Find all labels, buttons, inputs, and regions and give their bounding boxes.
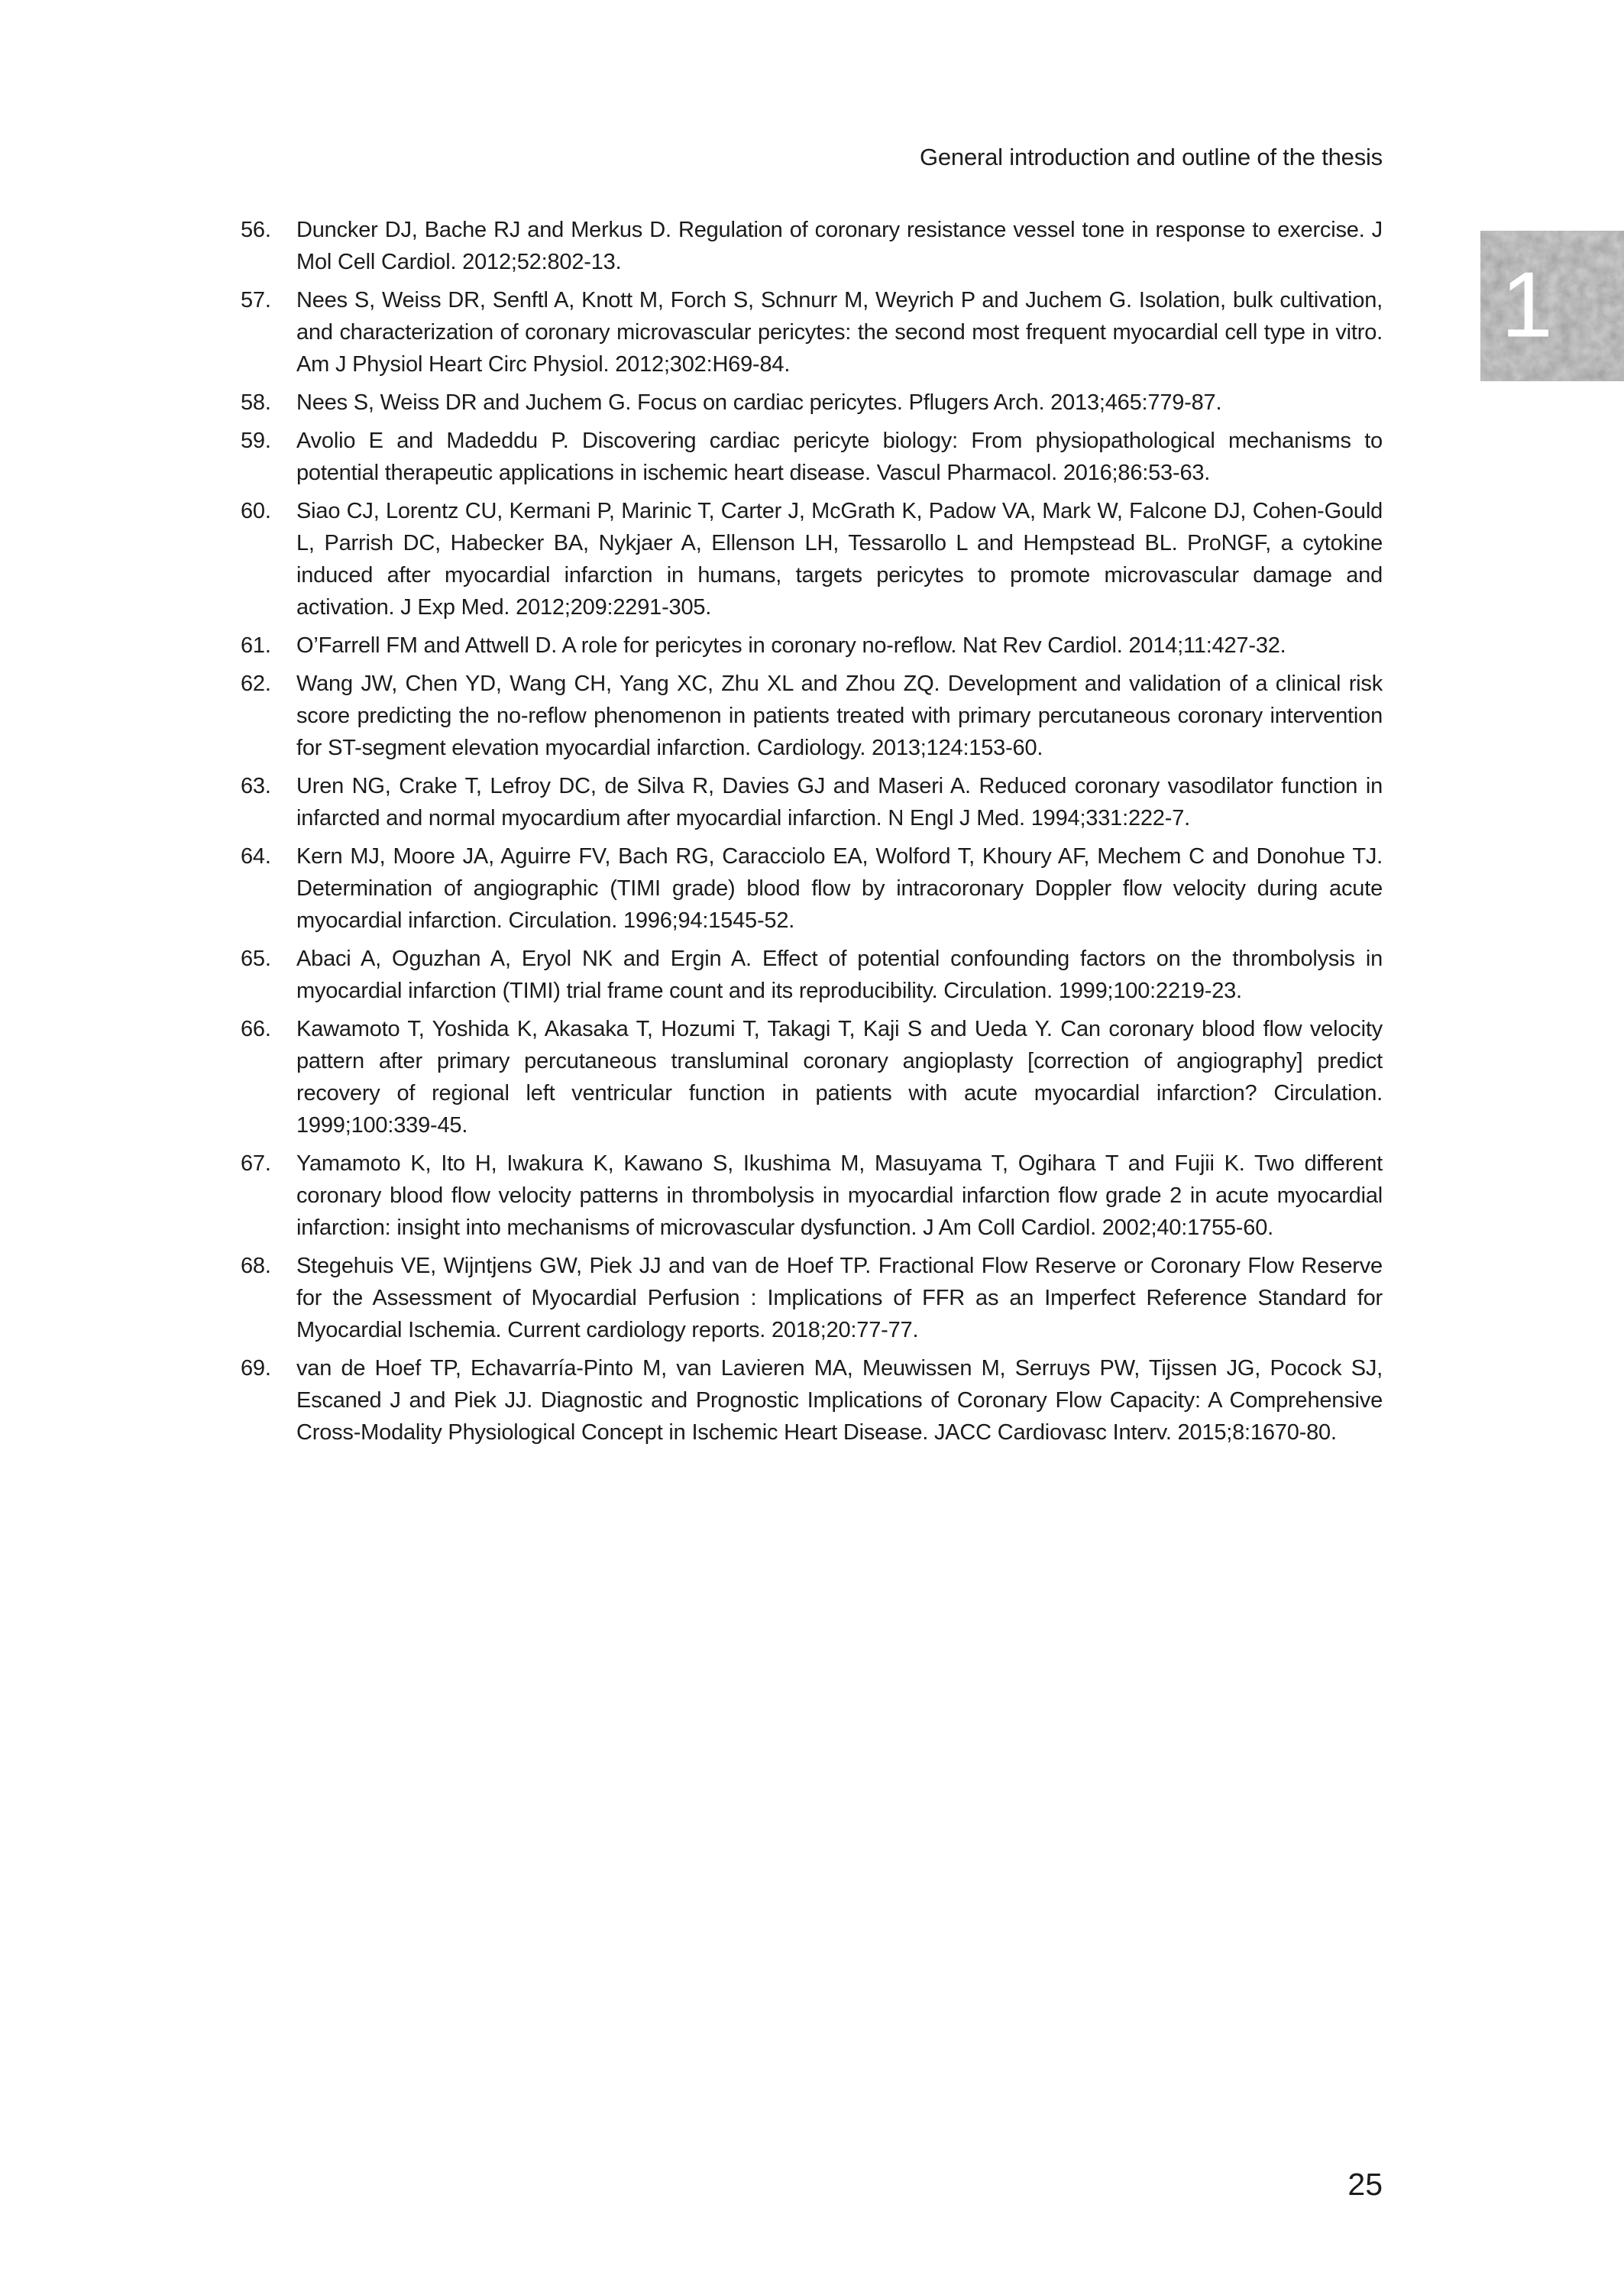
reference-item — [241, 630, 1383, 662]
reference-text: Yamamoto K, Ito H, Iwakura K, Kawano S, Ikushima M, Masuyama T, Ogihara T and Fujii K. Two different coronary blood flow velocity patterns in thrombolysis in myocardial infarction flow grade 2 in acute myocardial infarction: insight into mechanisms of microvascular dysfunction. J Am Coll Cardiol. 2002;40:1755-60. — [296, 1151, 1383, 1240]
reference-text: O’Farrell FM and Attwell D. A role for pericytes in coronary no-reflow. Nat Rev Cardiol. 2014;11:427-32. — [296, 633, 1286, 658]
reference-item — [241, 840, 1383, 937]
reference-number: 57. — [241, 288, 271, 312]
reference-number: 66. — [241, 1017, 271, 1041]
reference-text: Siao CJ, Lorentz CU, Kermani P, Marinic T, Carter J, McGrath K, Padow VA, Mark W, Falcone DJ, Cohen-Gould L, Parrish DC, Habecker BA, Nykjaer A, Ellenson LH, Tessarollo L and Hempstead BL. ProNGF, a cytokine induced after myocardial infarction in humans, targets pericytes to promote microvascular damage and activation. J Exp Med. 2012;209:2291-305. — [296, 499, 1383, 620]
reference-number: 58. — [241, 390, 271, 415]
reference-number: 61. — [241, 633, 271, 658]
reference-item — [241, 943, 1383, 1007]
reference-number: 65. — [241, 947, 271, 971]
reference-text: Uren NG, Crake T, Lefroy DC, de Silva R, Davies GJ and Maseri A. Reduced coronary vasodilator function in infarcted and normal myocardium after myocardial infarction. N Engl J Med. 1994;331:222-7. — [296, 774, 1383, 830]
reference-item — [241, 1013, 1383, 1141]
reference-number: 59. — [241, 429, 271, 453]
page-number: 25 — [1347, 2167, 1383, 2202]
reference-item — [241, 1148, 1383, 1244]
reference-item — [241, 770, 1383, 834]
reference-number: 62. — [241, 672, 271, 696]
reference-text: Nees S, Weiss DR and Juchem G. Focus on cardiac pericytes. Pflugers Arch. 2013;465:779-87. — [296, 390, 1222, 415]
reference-number: 69. — [241, 1356, 271, 1381]
reference-text: Duncker DJ, Bache RJ and Merkus D. Regulation of coronary resistance vessel tone in response to exercise. J Mol Cell Cardiol. 2012;52:802-13. — [296, 218, 1383, 274]
reference-text: van de Hoef TP, Echavarría-Pinto M, van Lavieren MA, Meuwissen M, Serruys PW, Tijssen JG, Pocock SJ, Escaned J and Piek JJ. Diagnostic and Prognostic Implications of Coronary Flow Capacity: A Comprehensive Cross-Modality Physiological Concept in Ischemic Heart Disease. JACC Cardiovasc Interv. 2015;8:1670-80. — [296, 1356, 1383, 1445]
running-header: General introduction and outline of the thesis — [919, 144, 1383, 170]
reference-item — [241, 495, 1383, 623]
reference-text: Avolio E and Madeddu P. Discovering cardiac pericyte biology: From physiopathological mechanisms to potential therapeutic applications in ischemic heart disease. Vascul Pharmacol. 2016;86:53-63. — [296, 429, 1383, 485]
chapter-tab — [1480, 231, 1624, 381]
reference-text: Kern MJ, Moore JA, Aguirre FV, Bach RG, Caracciolo EA, Wolford T, Khoury AF, Mechem C and Donohue TJ. Determination of angiographic (TIMI grade) blood flow by intracoronary Doppler flow velocity during acute myocardial infarction. Circulation. 1996;94:1545-52. — [296, 844, 1383, 933]
reference-item — [241, 214, 1383, 278]
reference-text: Kawamoto T, Yoshida K, Akasaka T, Hozumi T, Takagi T, Kaji S and Ueda Y. Can coronary blood flow velocity pattern after primary percutaneous transluminal coronary angioplasty [correction of angiography] predict recovery of regional left ventricular function in patients with acute myocardial infarction? Circulation. 1999;100:339-45. — [296, 1017, 1383, 1138]
reference-list — [241, 214, 1383, 1455]
reference-number: 63. — [241, 774, 271, 798]
chapter-number: 1 — [1501, 252, 1553, 357]
reference-item — [241, 668, 1383, 764]
reference-item — [241, 1352, 1383, 1449]
reference-number: 60. — [241, 499, 271, 523]
reference-item — [241, 1250, 1383, 1346]
reference-item — [241, 425, 1383, 489]
reference-text: Nees S, Weiss DR, Senftl A, Knott M, Forch S, Schnurr M, Weyrich P and Juchem G. Isolation, bulk cultivation, and characterization of coronary microvascular pericytes: the second most frequent myocardial cell type in vitro. Am J Physiol Heart Circ Physiol. 2012;302:H69-84. — [296, 288, 1383, 377]
reference-number: 56. — [241, 218, 271, 242]
reference-item — [241, 284, 1383, 380]
reference-text: Abaci A, Oguzhan A, Eryol NK and Ergin A. Effect of potential confounding factors on the thrombolysis in myocardial infarction (TIMI) trial frame count and its reproducibility. Circulation. 1999;100:2219-23. — [296, 947, 1383, 1003]
reference-item — [241, 387, 1383, 419]
reference-number: 68. — [241, 1254, 271, 1278]
reference-number: 64. — [241, 844, 271, 869]
reference-text: Stegehuis VE, Wijntjens GW, Piek JJ and van de Hoef TP. Fractional Flow Reserve or Coronary Flow Reserve for the Assessment of Myocardial Perfusion : Implications of FFR as an Imperfect Reference Standard for Myocardial Ischemia. Current cardiology reports. 2018;20:77-77. — [296, 1254, 1383, 1342]
reference-number: 67. — [241, 1151, 271, 1176]
reference-text: Wang JW, Chen YD, Wang CH, Yang XC, Zhu XL and Zhou ZQ. Development and validation of a clinical risk score predicting the no-reflow phenomenon in patients treated with primary percutaneous coronary intervention for ST-segment elevation myocardial infarction. Cardiology. 2013;124:153-60. — [296, 672, 1383, 760]
